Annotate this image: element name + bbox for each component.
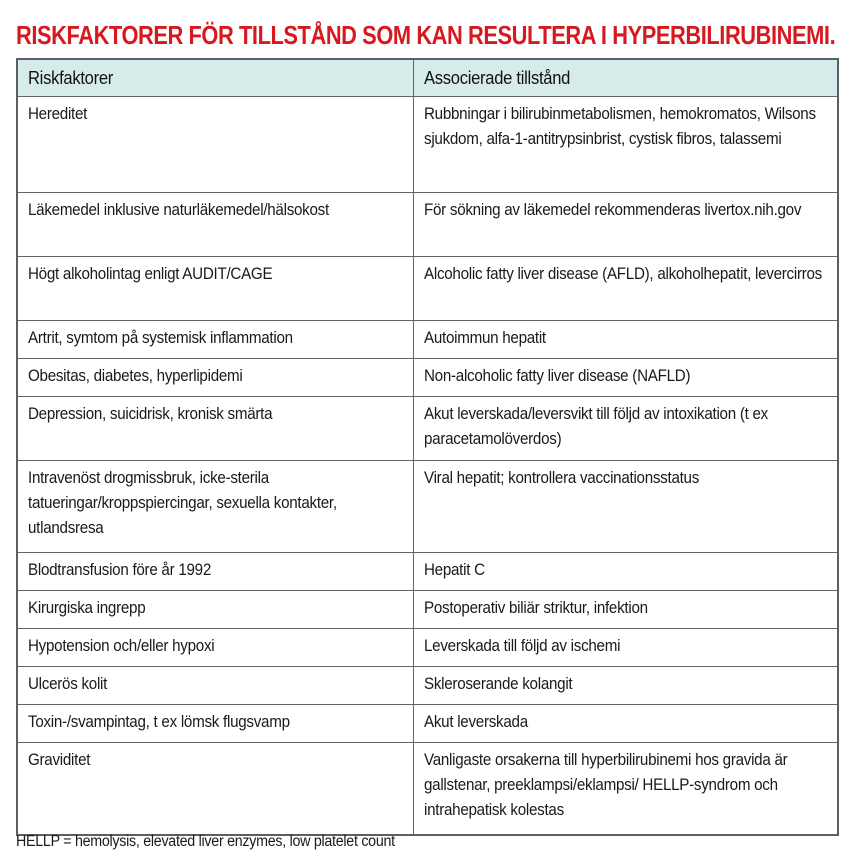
risk-factor-cell (17, 553, 413, 591)
associated-condition-text: Postoperativ biliär striktur, infektion (423, 599, 648, 617)
risk-factor-text: Blodtransfusion före år 1992 (28, 561, 211, 579)
table-row (17, 257, 838, 321)
column-header-label: Riskfaktorer (28, 68, 114, 88)
footnote: HELLP = hemolysis, elevated liver enzymes, low platelet count (16, 833, 395, 850)
table-row (17, 461, 838, 553)
table-row (17, 667, 838, 705)
table-row (17, 553, 838, 591)
associated-condition-cell (413, 397, 838, 461)
risk-factor-cell (17, 743, 413, 835)
table-row (17, 743, 838, 835)
risk-factor-cell (17, 461, 413, 553)
risk-factor-table (16, 58, 839, 836)
risk-factor-text: Toxin-/svampintag, t ex lömsk flugsvamp (28, 713, 290, 731)
associated-condition-cell (413, 705, 838, 743)
associated-condition-text: Non-alcoholic fatty liver disease (NAFLD) (423, 367, 690, 385)
risk-factor-text: Hereditet (28, 105, 88, 123)
associated-condition-cell (413, 257, 838, 321)
table-row (17, 97, 838, 193)
associated-condition-cell (413, 359, 838, 397)
associated-condition-text: Vanligaste orsakerna till hyperbilirubinemi hos gravida är gallstenar, preeklampsi/eklampsi/ HELLP-syndrom och intrahepatisk kolestas (423, 751, 787, 819)
associated-condition-text: För sökning av läkemedel rekommenderas livertox.nih.gov (423, 201, 801, 219)
associated-condition-text: Akut leverskada/leversvikt till följd av intoxikation (t ex paracetamolöverdos) (423, 405, 768, 448)
table-row (17, 359, 838, 397)
table-title: RISKFAKTORER FÖR TILLSTÅND SOM KAN RESULTERA I HYPERBILIRUBINEMI. (16, 20, 836, 50)
risk-factor-text: Läkemedel inklusive naturläkemedel/hälsokost (28, 201, 329, 219)
table-row (17, 591, 838, 629)
associated-condition-cell (413, 321, 838, 359)
table-header-row (17, 59, 838, 97)
risk-factor-text: Hypotension och/eller hypoxi (28, 637, 215, 655)
table-row (17, 705, 838, 743)
table-row (17, 321, 838, 359)
risk-factor-text: Depression, suicidrisk, kronisk smärta (28, 405, 273, 423)
risk-factor-text: Intravenöst drogmissbruk, icke-sterila tatueringar/kroppspiercingar, sexuella kontakter, utlandsresa (28, 469, 337, 537)
column-header-label: Associerade tillstånd (423, 68, 570, 88)
associated-condition-text: Leverskada till följd av ischemi (423, 637, 620, 655)
column-header-risk-factors (17, 59, 413, 97)
associated-condition-cell (413, 461, 838, 553)
risk-factor-text: Obesitas, diabetes, hyperlipidemi (28, 367, 243, 385)
risk-factor-cell (17, 397, 413, 461)
table-row (17, 193, 838, 257)
risk-factor-text: Kirurgiska ingrepp (28, 599, 146, 617)
associated-condition-cell (413, 193, 838, 257)
risk-factor-text: Högt alkoholintag enligt AUDIT/CAGE (28, 265, 273, 283)
associated-condition-text: Viral hepatit; kontrollera vaccinationsstatus (423, 469, 699, 487)
associated-condition-cell (413, 667, 838, 705)
associated-condition-text: Alcoholic fatty liver disease (AFLD), alkoholhepatit, levercirros (423, 265, 822, 283)
associated-condition-text: Skleroserande kolangit (423, 675, 572, 693)
associated-condition-cell (413, 629, 838, 667)
risk-factor-cell (17, 321, 413, 359)
risk-factor-cell (17, 193, 413, 257)
associated-condition-text: Autoimmun hepatit (423, 329, 546, 347)
risk-factor-text: Graviditet (28, 751, 91, 769)
table-row (17, 397, 838, 461)
table-row (17, 629, 838, 667)
risk-factor-cell (17, 667, 413, 705)
associated-condition-cell (413, 591, 838, 629)
associated-condition-cell (413, 97, 838, 193)
associated-condition-cell (413, 553, 838, 591)
risk-factor-cell (17, 629, 413, 667)
associated-condition-text: Akut leverskada (423, 713, 528, 731)
associated-condition-text: Hepatit C (423, 561, 485, 579)
associated-condition-text: Rubbningar i bilirubinmetabolismen, hemokromatos, Wilsons sjukdom, alfa-1-antitrypsinbrist, cystisk fibros, talassemi (423, 105, 816, 148)
risk-factor-cell (17, 705, 413, 743)
risk-factor-cell (17, 257, 413, 321)
risk-factor-text: Artrit, symtom på systemisk inflammation (28, 329, 293, 347)
column-header-associated-conditions (413, 59, 838, 97)
risk-factor-text: Ulcerös kolit (28, 675, 108, 693)
risk-factor-cell (17, 591, 413, 629)
risk-factor-cell (17, 97, 413, 193)
risk-factor-cell (17, 359, 413, 397)
associated-condition-cell (413, 743, 838, 835)
